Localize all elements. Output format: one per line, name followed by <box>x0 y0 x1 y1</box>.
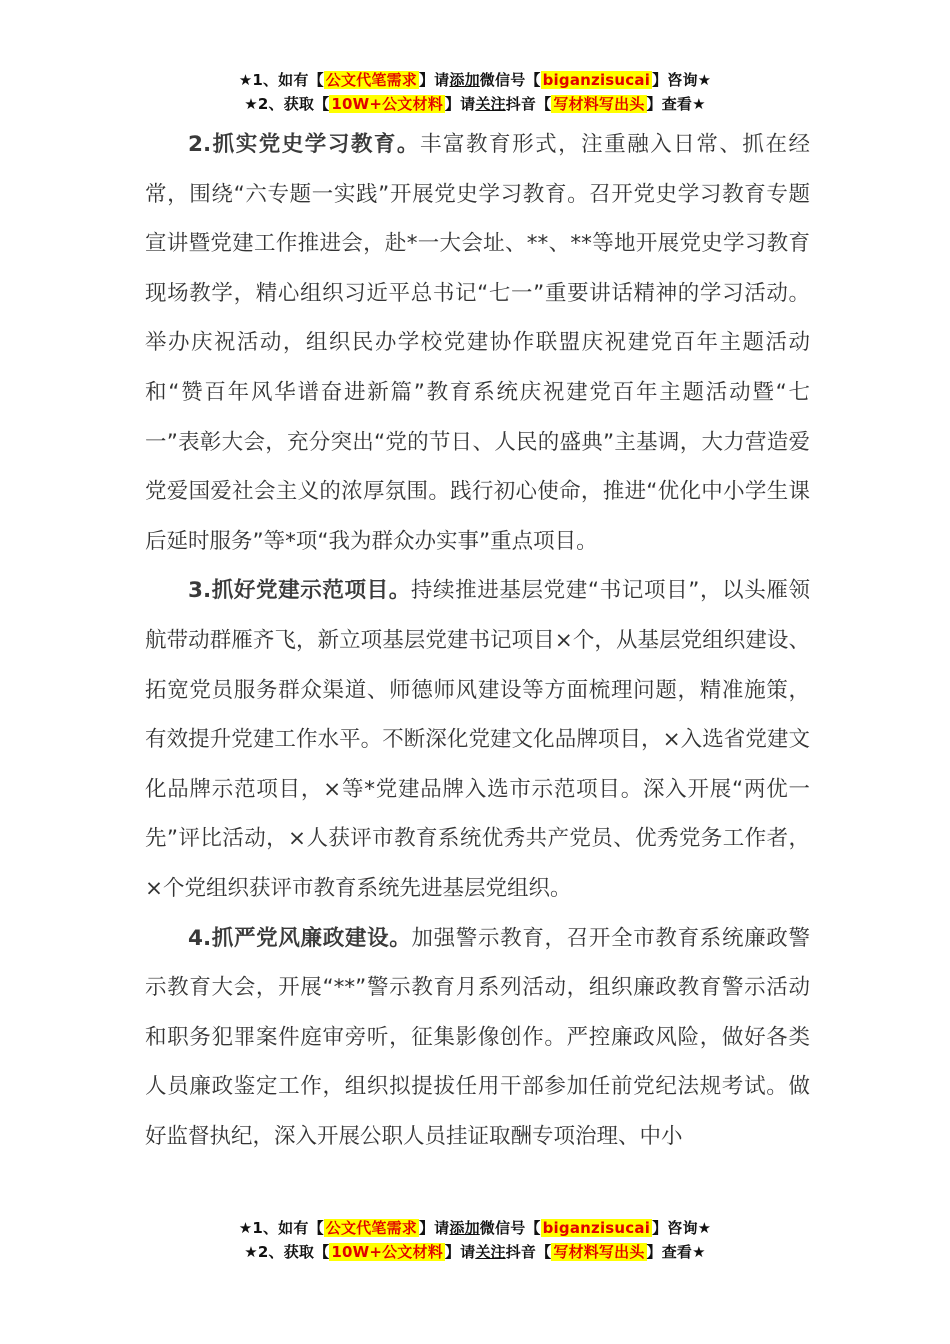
highlight-douyin-account: 写材料写出头 <box>553 95 645 113</box>
promo-line-2: ★2、获取【 10W+公文材料 】请关注抖音【 写材料写出头 】查看★ <box>244 1243 706 1261</box>
section-body: 丰富教育形式，注重融入日常、抓在经常，围绕“六专题一实践”开展党史学习教育。召开党史学习教育专题宣讲暨党建工作推进会，赴*一大会址、**、**等地开展党史学习教育现场教学，精心组织习近平总书记“七一”重要讲话精神的学习活动。举办庆祝活动，组织民办学校党建协作联盟庆祝建党百年主题活动和“赞百年风华谱奋进新篇”教育系统庆祝建党百年主题活动暨“七一”表彰大会，充分突出“党的节日、人民的盛典”主基调，大力营造爱党爱国爱社会主义的浓厚氛围。践行初心使命，推进“优化中小学生课后延时服务”等*项“我为群众办实事”重点项目。 <box>145 132 810 554</box>
section-party-history-study <box>145 120 810 566</box>
bottom-promo-banner <box>0 1216 950 1264</box>
highlight-douyin-account: 写材料写出头 <box>553 1243 645 1261</box>
highlight-service: 公文代笔需求 <box>325 1219 417 1237</box>
section-body: 加强警示教育，召开全市教育系统廉政警示教育大会，开展“**”警示教育月系列活动，组织廉政教育警示活动和职务犯罪案件庭审旁听，征集影像创作。严控廉政风险，做好各类人员廉政鉴定工作，组织拟提拔任用干部参加任前党纪法规考试。做好监督执纪，深入开展公职人员挂证取酬专项治理、中小 <box>145 925 810 1149</box>
promo-line-2: ★2、获取【 10W+公文材料 】请关注抖音【 写材料写出头 】查看★ <box>244 95 706 113</box>
highlight-materials: 10W+公文材料 <box>331 95 443 113</box>
section-heading: 2.抓实党史学习教育。 <box>188 132 420 157</box>
section-heading: 3.抓好党建示范项目。 <box>188 578 411 604</box>
section-body: 持续推进基层党建“书记项目”，以头雁领航带动群雁齐飞，新立项基层党建书记项目×个，从基层党组织建设、拓宽党员服务群众渠道、师德师风建设等方面梳理问题，精准施策，有效提升党建工作水平。不断深化党建文化品牌项目，×入选省党建文化品牌示范项目，×等*党建品牌入选市示范项目。深入开展“两优一先”评比活动，×人获评市教育系统优秀共产党员、优秀党务工作者，×个党组织获评市教育系统先进基层党组织。 <box>145 578 810 901</box>
highlight-service: 公文代笔需求 <box>325 71 417 89</box>
promo-line-1: ★1、如有【 公文代笔需求 】请添加微信号【 biganzisucai 】咨询★ <box>238 71 712 89</box>
section-heading: 4.抓严党风廉政建设。 <box>188 925 412 951</box>
promo-line-1: ★1、如有【 公文代笔需求 】请添加微信号【 biganzisucai 】咨询★ <box>238 1219 712 1237</box>
section-party-building-projects <box>145 566 810 913</box>
document-body <box>145 120 810 1161</box>
section-clean-governance <box>145 914 810 1162</box>
highlight-materials: 10W+公文材料 <box>331 1243 443 1261</box>
highlight-wechat-id: biganzisucai <box>542 1219 651 1237</box>
top-promo-banner <box>0 68 950 116</box>
highlight-wechat-id: biganzisucai <box>542 71 651 89</box>
